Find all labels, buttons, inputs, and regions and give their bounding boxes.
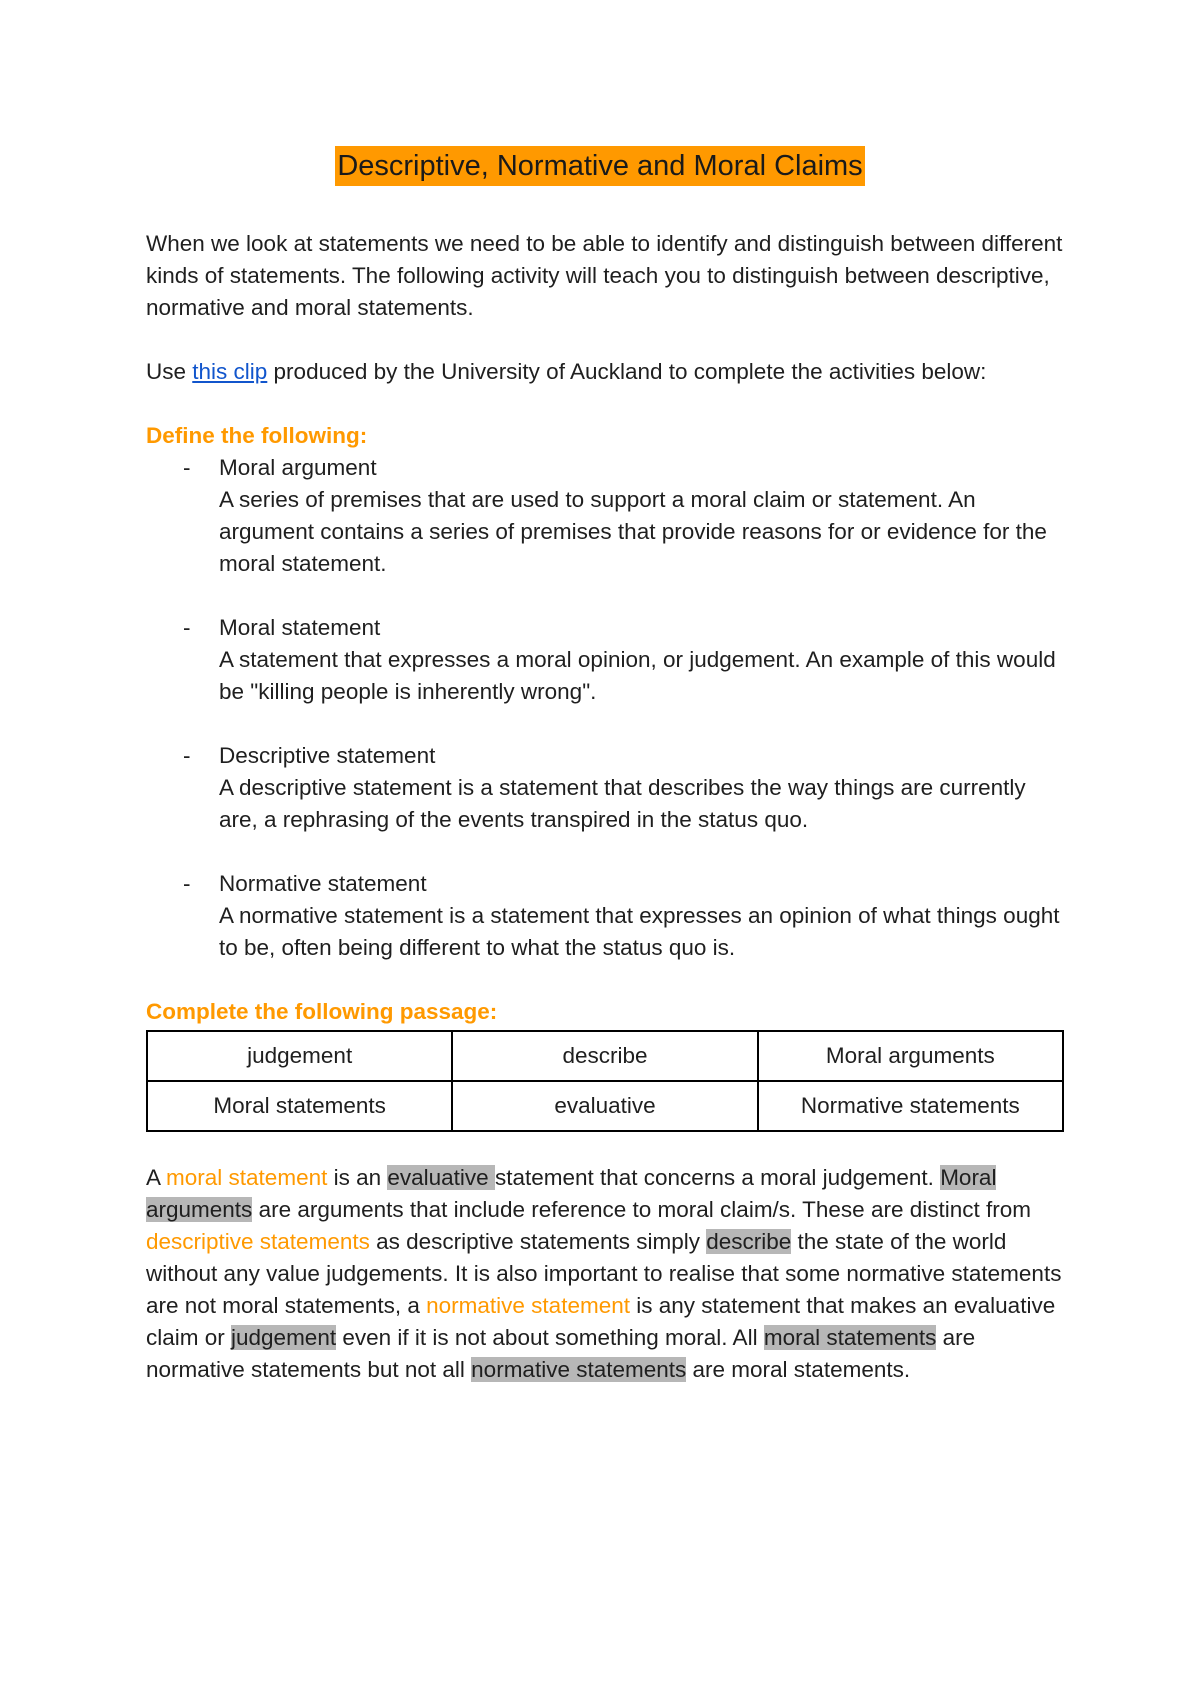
list-dash: - bbox=[183, 871, 191, 896]
passage-text: are normative statements but not all bbox=[146, 1325, 976, 1382]
definition-term: Normative statement bbox=[219, 871, 427, 896]
definition-item bbox=[146, 612, 1066, 708]
word-bank-table bbox=[146, 1030, 1064, 1132]
passage-text: are moral statements. bbox=[686, 1357, 911, 1382]
passage-orange-term: normative statement bbox=[426, 1293, 630, 1318]
word-bank-cell: Normative statements bbox=[758, 1081, 1063, 1131]
definition-term: Descriptive statement bbox=[219, 743, 436, 768]
definition-term: Moral argument bbox=[219, 455, 377, 480]
passage-text: are arguments that include reference to moral claim/s. These are distinct from bbox=[252, 1197, 1031, 1222]
list-dash: - bbox=[183, 743, 191, 768]
passage-orange-term: moral statement bbox=[166, 1165, 328, 1190]
definition-term: Moral statement bbox=[219, 615, 381, 640]
word-bank-cell: judgement bbox=[147, 1031, 452, 1081]
word-bank-cell: describe bbox=[452, 1031, 757, 1081]
word-bank-cell: Moral arguments bbox=[758, 1031, 1063, 1081]
passage-heading: Complete the following passage: bbox=[146, 999, 498, 1024]
table-row bbox=[147, 1081, 1063, 1131]
passage-orange-term: descriptive statements bbox=[146, 1229, 370, 1254]
page-title: Descriptive, Normative and Moral Claims bbox=[335, 146, 864, 186]
definition-text: A descriptive statement is a statement that describes the way things are currently are, a rephrasing of the events transpired in the status quo. bbox=[219, 775, 1026, 832]
definition-text: A normative statement is a statement that expresses an opinion of what things ought to be, often being different to what the status quo is. bbox=[219, 903, 1060, 960]
table-row bbox=[147, 1031, 1063, 1081]
clip-text-before: Use bbox=[146, 359, 193, 384]
passage-filled-blank: Moral arguments bbox=[146, 1165, 997, 1222]
passage-text: is an bbox=[327, 1165, 388, 1190]
passage-text: even if it is not about something moral. All bbox=[336, 1325, 764, 1350]
intro-paragraph: When we look at statements we need to be able to identify and distinguish between different kinds of statements. The following activity will teach you to distinguish between descriptive, normative and moral statements. bbox=[146, 231, 1063, 320]
passage-text: the state of the world without any value judgements. It is also important to realise that some normative statements are not moral statements, a bbox=[146, 1229, 1062, 1318]
passage-text: statement that concerns a moral judgement. bbox=[494, 1165, 941, 1190]
document-body bbox=[146, 228, 1066, 1386]
definition-item bbox=[146, 868, 1066, 964]
definition-item bbox=[146, 740, 1066, 836]
clip-instruction bbox=[146, 356, 1066, 388]
list-dash: - bbox=[183, 615, 191, 640]
passage-filled-blank: judgement bbox=[231, 1325, 337, 1350]
passage-text: is any statement that makes an evaluative claim or bbox=[146, 1293, 1056, 1350]
title-container bbox=[0, 146, 1200, 186]
definition-item bbox=[146, 452, 1066, 580]
definition-text: A series of premises that are used to support a moral claim or statement. An argument contains a series of premises that provide reasons for or evidence for the moral statement. bbox=[219, 487, 1047, 576]
completed-passage bbox=[146, 1162, 1066, 1386]
list-dash: - bbox=[183, 455, 191, 480]
word-bank-cell: evaluative bbox=[452, 1081, 757, 1131]
definitions-list bbox=[146, 452, 1066, 964]
passage-text: as descriptive statements simply bbox=[369, 1229, 707, 1254]
clip-text-after: produced by the University of Auckland to complete the activities below: bbox=[267, 359, 987, 384]
passage-text: A bbox=[146, 1165, 167, 1190]
clip-link[interactable]: this clip bbox=[192, 359, 268, 384]
passage-filled-blank: describe bbox=[706, 1229, 792, 1254]
passage-filled-blank: evaluative bbox=[387, 1165, 495, 1190]
word-bank-cell: Moral statements bbox=[147, 1081, 452, 1131]
definition-text: A statement that expresses a moral opinion, or judgement. An example of this would be "killing people is inherently wrong". bbox=[219, 647, 1056, 704]
passage-filled-blank: moral statements bbox=[763, 1325, 937, 1350]
define-heading: Define the following: bbox=[146, 423, 368, 448]
passage-filled-blank: normative statements bbox=[471, 1357, 687, 1382]
